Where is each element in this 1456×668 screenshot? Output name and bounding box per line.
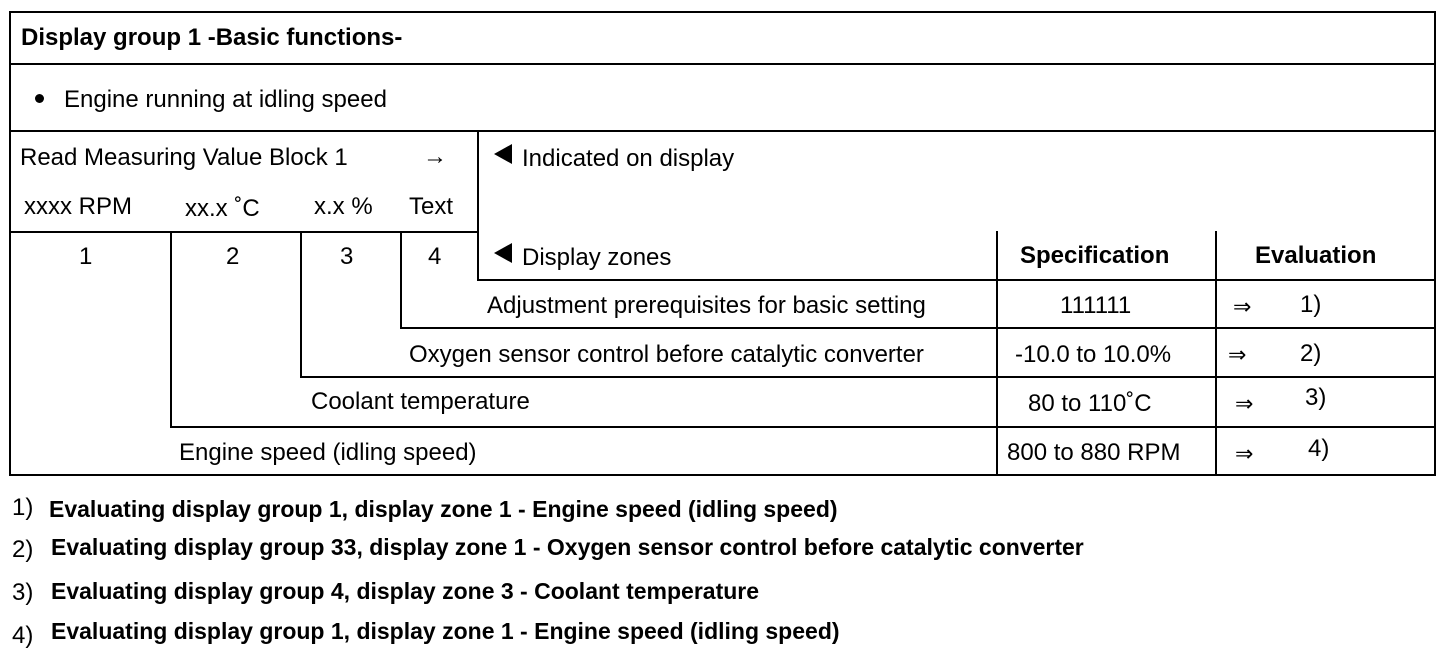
zone-number-3: 3	[340, 243, 354, 270]
footnote-text: Evaluating display group 33, display zone 1 - Oxygen sensor control before catalytic converter	[51, 534, 1084, 560]
footnote-text: Evaluating display group 4, display zone 3 - Coolant temperature	[51, 578, 760, 604]
row-label-oxygen: Oxygen sensor control before catalytic converter	[409, 341, 924, 368]
row-ref-1: 1)	[1300, 291, 1322, 318]
row-spec-coolant: 80 to 110˚C	[1028, 390, 1152, 417]
row-label-adjustment: Adjustment prerequisites for basic setting	[487, 292, 926, 319]
unit-temp: xx.x ˚C	[185, 195, 260, 222]
border-left	[9, 11, 11, 476]
bullet-icon	[35, 94, 44, 103]
double-arrow-icon: ⇒	[1235, 441, 1254, 466]
row-ref-2: 2)	[1300, 340, 1322, 367]
leader-zone-1	[170, 231, 172, 428]
divider-eval-left	[1215, 231, 1217, 476]
pointer-triangle-icon	[494, 144, 512, 164]
unit-percent: x.x %	[314, 193, 373, 220]
right-arrow-icon: →	[423, 143, 447, 170]
unit-rpm: xxxx RPM	[24, 193, 132, 220]
zone-number-2: 2	[226, 243, 240, 270]
divider-row-header	[477, 279, 1436, 281]
divider-condition	[9, 130, 1436, 132]
divider-row-3	[170, 426, 1436, 428]
specification-header: Specification	[1020, 242, 1170, 269]
border-bottom	[9, 474, 1436, 476]
footnote-text: Evaluating display group 1, display zone 1 - Engine speed (idling speed)	[49, 496, 838, 522]
row-ref-4: 4)	[1308, 435, 1330, 462]
footnote-number: 2)	[12, 536, 34, 563]
condition-text: Engine running at idling speed	[64, 86, 387, 113]
row-label-engine-speed: Engine speed (idling speed)	[179, 439, 477, 466]
double-arrow-icon: ⇒	[1233, 294, 1252, 319]
double-arrow-icon: ⇒	[1228, 342, 1247, 367]
border-top	[9, 11, 1436, 13]
divider-spec-left	[996, 231, 998, 476]
row-spec-oxygen: -10.0 to 10.0%	[1015, 341, 1172, 368]
leader-zone-2	[300, 231, 302, 378]
double-arrow-icon: ⇒	[1235, 391, 1254, 416]
row-ref-3: 3)	[1305, 384, 1327, 411]
read-block-label: Read Measuring Value Block 1	[20, 144, 348, 171]
divider-title	[9, 63, 1436, 65]
table-title: Display group 1 -Basic functions-	[21, 24, 403, 51]
row-label-coolant: Coolant temperature	[311, 388, 530, 415]
divider-read-block	[477, 130, 479, 281]
divider-row-1	[400, 327, 1436, 329]
divider-units	[9, 231, 479, 233]
footnote-text: Evaluating display group 1, display zone 1 - Engine speed (idling speed)	[51, 618, 840, 644]
zone-number-4: 4	[428, 243, 442, 270]
divider-row-2	[300, 376, 1436, 378]
footnote-number: 1)	[12, 494, 34, 521]
zone-number-1: 1	[79, 243, 93, 270]
row-spec-engine-speed: 800 to 880 RPM	[1007, 439, 1181, 466]
leader-zone-3	[400, 231, 402, 329]
indicated-label: Indicated on display	[522, 145, 735, 172]
footnote-number: 4)	[12, 622, 34, 649]
pointer-triangle-icon	[494, 243, 512, 263]
row-spec-adjustment: 111111	[1060, 292, 1132, 319]
evaluation-header: Evaluation	[1255, 242, 1377, 269]
unit-text: Text	[409, 193, 454, 220]
border-right	[1434, 11, 1436, 476]
display-zones-header: Display zones	[522, 244, 672, 271]
footnote-number: 3)	[12, 579, 34, 606]
